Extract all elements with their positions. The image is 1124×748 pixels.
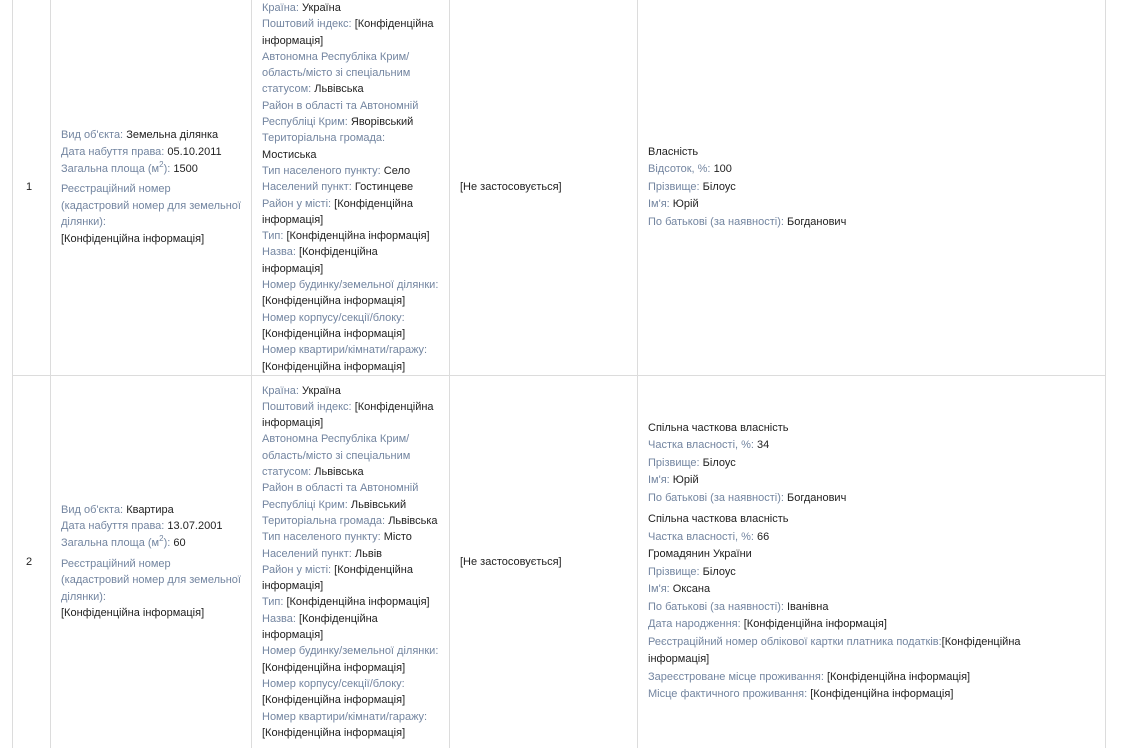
area-label: Загальна площа $(м^2)$: [61,159,171,175]
citizenship: Громадянин України [648,548,752,561]
surname-label: Прізвище: [648,180,700,193]
surname-value: Білоус [702,180,736,193]
acquisition-date-label: Дата набуття права: [61,145,165,158]
district-value: Яворівський [350,116,414,129]
object-info-cell [51,0,252,375]
registration-number-label: Реєстраційний номер (кадастровий номер для земельної ділянки): [61,183,241,229]
city-district-value: [Конфіденційна інформація] [262,197,413,226]
country-value: Україна [302,2,341,14]
row-number: 1 [13,0,51,375]
table-row [13,375,1106,748]
rights-cell [638,375,1106,748]
building-number-label: Номер корпусу/секції/блоку: [262,677,405,690]
city-district-label: Район у місті: [262,563,332,576]
district-label: Район в області та Автономній Республіці Крим: [262,99,419,129]
street-type-label: Тип: [262,230,284,243]
registration-number-value: [Конфіденційна інформація] [61,607,205,620]
street-name-value: [Конфіденційна інформація] [262,246,378,275]
co-owner-1 [648,420,1095,508]
community-value: Львівська [388,514,438,527]
registered-residence-value: [Конфіденційна інформація] [826,670,971,683]
house-number-label: Номер будинку/земельної ділянки: [262,279,439,292]
region-label: Автономна Республіка Крим/ область/місто зі спеціальним статусом: [262,50,411,96]
first-name-label: Ім'я: [648,583,670,596]
street-name-label: Назва: [262,612,296,625]
postal-code-value: [Конфіденційна інформація] [262,18,434,47]
patronymic-value: Богданович [787,491,847,504]
settlement-type-value: Місто [383,531,412,544]
street-type-value: [Конфіденційна інформація] [286,230,430,243]
birth-date-value: [Конфіденційна інформація] [743,618,887,631]
settlement-type-value: Село [383,164,411,177]
surname-value: Білоус [702,456,736,469]
property-table [12,0,1106,748]
settlement-label: Населений пункт: [262,181,352,194]
actual-residence-label: Місце фактичного проживання: [648,688,808,701]
surname-label: Прізвище: [648,456,700,469]
patronymic-label: По батькові (за наявності): [648,215,784,228]
ownership-type: Власність [648,145,699,158]
apartment-number-label: Номер квартири/кімнати/гаражу: [262,710,428,723]
street-name-label: Назва: [262,246,296,259]
postal-code-value: [Конфіденційна інформація] [262,400,434,430]
surname-value: Білоус [702,565,736,578]
first-name-value: Юрій [672,198,699,211]
tax-number-value: [Конфіденційна інформація] [648,635,1021,666]
address-cell [252,0,450,375]
ownership-type: Спільна часткова власність [648,421,789,434]
street-type-value: [Конфіденційна інформація] [286,596,430,609]
share-value: 66 [757,530,770,543]
settlement-type-label: Тип населеного пункту: [262,531,381,544]
object-type-value: Квартира [126,503,174,516]
acquisition-date-label: Дата набуття права: [61,520,165,533]
share-value: 100 [713,163,732,176]
apartment-number-label: Номер квартири/кімнати/гаражу: [262,344,428,357]
postal-code-label: Поштовий індекс: [262,18,352,31]
area-value: 60 [173,536,186,549]
community-label: Територіальна громада: [262,514,386,527]
row-number: 2 [13,375,51,748]
community-label: Територіальна громада: [262,132,386,145]
country-label: Країна: [262,384,299,397]
apartment-number-value: [Конфіденційна інформація] [262,360,406,373]
tax-number-label: Реєстраційний номер облікової картки платника податків: [648,635,942,648]
share-label: Частка власності, %: [648,530,754,543]
acquisition-date-value: 05.10.2011 [167,145,222,158]
community-value: Мостиська [262,148,317,161]
settlement-value: Гостинцеве [354,181,414,194]
region-label: Автономна Республіка Крим/ область/місто зі спеціальним статусом: [262,433,411,479]
building-number-value: [Конфіденційна інформація] [262,327,406,340]
object-type-value: Земельна ділянка [126,129,219,142]
not-applicable-cell: [Не застосовується] [450,0,638,375]
house-number-label: Номер будинку/земельної ділянки: [262,645,439,658]
first-name-value: Оксана [672,583,711,596]
rights-cell [638,0,1106,375]
first-name-value: Юрій [672,474,699,487]
country-label: Країна: [262,2,299,14]
first-name-label: Ім'я: [648,198,670,211]
patronymic-value: Іванівна [787,600,829,613]
region-value: Львівська [314,466,364,479]
settlement-label: Населений пункт: [262,547,352,560]
table-row [13,0,1106,375]
share-label: Частка власності, %: [648,439,754,452]
street-name-value: [Конфіденційна інформація] [262,612,378,642]
house-number-value: [Конфіденційна інформація] [262,661,406,674]
registration-number-label: Реєстраційний номер (кадастровий номер для земельної ділянки): [61,557,241,603]
street-type-label: Тип: [262,596,284,609]
postal-code-label: Поштовий індекс: [262,400,352,413]
house-number-value: [Конфіденційна інформація] [262,295,406,308]
surname-label: Прізвище: [648,565,700,578]
not-applicable-cell: [Не застосовується] [450,375,638,748]
co-owner-2 [648,511,1095,704]
object-type-label: Вид об'єкта: [61,129,124,142]
area-label: Загальна площа $(м^2)$: [61,533,171,549]
apartment-number-value: [Конфіденційна інформація] [262,726,406,739]
patronymic-label: По батькові (за наявності): [648,491,784,504]
ownership-type: Спільна часткова власність [648,513,789,526]
share-value: 34 [757,439,770,452]
registration-number-value: [Конфіденційна інформація] [61,232,205,245]
building-number-value: [Конфіденційна інформація] [262,694,406,707]
settlement-value: Львів [354,547,382,560]
share-label: Відсоток, %: [648,163,711,176]
building-number-label: Номер корпусу/секції/блоку: [262,311,405,324]
object-type-label: Вид об'єкта: [61,503,124,516]
patronymic-label: По батькові (за наявності): [648,600,784,613]
acquisition-date-value: 13.07.2001 [167,520,223,533]
country-value: Україна [302,384,341,397]
actual-residence-value: [Конфіденційна інформація] [810,688,954,701]
district-label: Район в області та Автономній Республіці Крим: [262,482,419,511]
city-district-value: [Конфіденційна інформація] [262,563,413,593]
registered-residence-label: Зареєстроване місце проживання: [648,670,824,683]
patronymic-value: Богданович [787,215,847,228]
object-info-cell [51,375,252,748]
birth-date-label: Дата народження: [648,618,741,631]
district-value: Львівський [350,498,407,511]
address-cell [252,375,450,748]
first-name-label: Ім'я: [648,474,670,487]
city-district-label: Район у місті: [262,197,332,210]
region-value: Львівська [314,83,364,96]
area-value: 1500 [173,162,198,175]
settlement-type-label: Тип населеного пункту: [262,164,381,177]
